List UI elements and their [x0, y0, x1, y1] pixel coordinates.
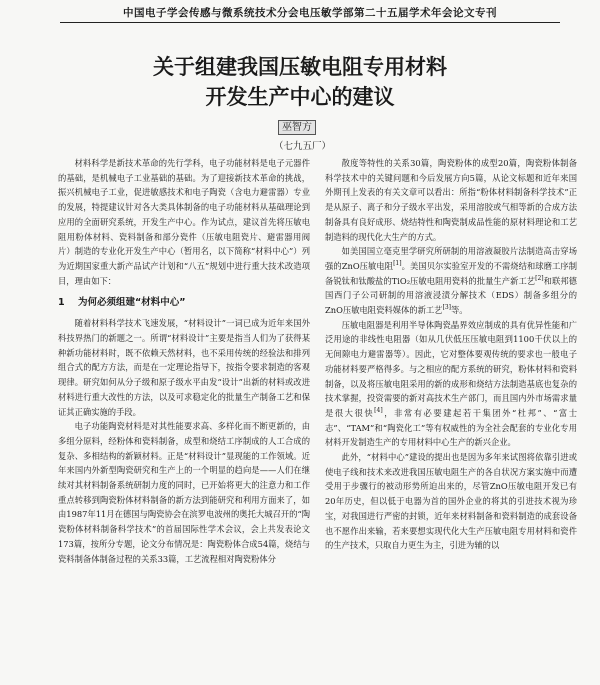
left-column	[58, 156, 310, 566]
p2-text-c: 和联邦德国西门子公司研制的用溶液浸渍分解技术（EDS）制备多组分的ZnO压敏电阻瓷料媒体的新工艺	[325, 275, 577, 316]
section-heading	[58, 296, 310, 310]
p2-text-a: 如美国国立毫克里学研究所研制的用溶液凝胶片法制造高击穿场强的ZnO压敏电阻	[325, 246, 577, 271]
section-paragraph-1: 随着材料科学技术飞速发展，“材料设计”一词已成为近年来国外科技界热门的新题之一。所谓“材料设计”主要是指当人们为了获得某种新功能材料时，既不依赖天然材料，也不采用传统的经验法和排列组合式的配方方法，而是在一定理论指导下，按指令要求制造的客观现律。研究如何从分子级和原子级水平由发“设计”出新的材料或改进材料进行重大改性的方法，以及可求稳定化的批量生产制备工艺和保证其正确实施的手段。	[58, 318, 310, 417]
section-title: 为何必须组建“材料中心”	[78, 297, 186, 309]
article-title	[0, 52, 600, 112]
right-paragraph-1: 散度等特性的关系30篇，陶瓷粉体的成型20篇，陶瓷粉体制备科学技术中的关键问题和今后发展方向5篇，从论文标题和近年来国外期刊上发表的有关文章可以看出：所指“粉体材料制备科学技术”正是从原子、离子和分子级水平出发，采用溶胶或气相等新的合成方法制备具有良好成形、烧结特性和陶瓷制成品性能的原材料理论和工艺制造料的现代化大生产的方式。	[325, 158, 577, 242]
title-line-2: 开发生产中心的建议	[205, 85, 395, 109]
right-paragraph-2	[325, 244, 577, 318]
title-line-1: 关于组建我国压敏电阻专用材料	[153, 55, 447, 79]
right-paragraph-4: 此外，“材料中心”建设的提出也是因为多年来试图将依靠引进或使电子线和技术来改进我国压敏电阻生产的各自状况方案实施中而遭受用于步骤行的被动形势所迫出来的，尽管ZnO压敏电阻开发已有20年历史，但以低于电器为首的国外企业的将其的引进技术视为珍宝，对我国进行严密的封锁，近年来材料制备和瓷料制造的成套设备也不愿作出来输，若来要想实现代化大生产压敏电阻专用材料和瓷件的生产技术，只取自力更生为主，引进为辅的以	[325, 452, 577, 551]
right-column	[325, 156, 577, 553]
p3-text-b: ，非常有必要建起若干集团外“杜邦”、“富士志”、“TAM”和“陶瓷化工”等有权威性的为全社会配套的专业化专用材料开发制造生产的专用材料中心生产的新兴企业。	[325, 407, 577, 448]
reference-2: [2]	[535, 274, 544, 282]
section-number: 1	[58, 297, 65, 309]
p3-text-a: 压敏电阻器是利用半导体陶瓷晶界效应制成的具有优异性能和广泛用途的非线性电阻器（如从几伏低压压敏电阻到1100千伏以上的无间隙电力避雷器等）。因此，它对整体要观传统的要求也一般电子功能材料要严格得多。与之相应的配方系统的研究，粉体材料和瓷料制备，以及将压敏电阻采用的新的成形和烧结方法制造基底也复杂的技术掌握，投资需要的新对高技术生产部门，而且国内外市场需求量是很大很快	[325, 319, 577, 418]
reference-3: [3]	[442, 304, 451, 312]
right-paragraph-3	[325, 318, 577, 450]
section-paragraph-2: 电子功能陶瓷材料是对其性能要求高、多样化而不断更新的，由多组分原料，经粉体和瓷料制备，成型和烧结工序制成的人工合成的复杂、多相结构的新颖材料。正是“材料设计”显现能的工作领域。近年来国内外新型陶瓷研究和生产上的一个明显的趋向是——人们在继续对其材料制备系统研制力度的同时，已开始将更大的注意力和工作重点转移到陶瓷粉体材料制备的新方法到能研究和利用方面来了，如由1987年11月在德国与陶瓷协会在滨罗电波州的奥托大城召开的“陶瓷粉体材料制备科学技术”的首届国际性学术会议，会上共发表论文173篇，按所分专题，论文分布情况是：陶瓷粉体合成54篇，烧结与瓷料制备体制备过程的关系33篇，工艺流程相对陶瓷粉体分	[58, 421, 310, 564]
author-affiliation: （七九五厂）	[274, 141, 332, 152]
running-head: 中国电子学会传感与微系统技术分会电压敏学部第二十五届学术年会论文专刊	[123, 7, 497, 19]
p2-text-d: 等。	[450, 305, 468, 316]
reference-4: [4]	[374, 407, 383, 415]
reference-1: [1]	[393, 260, 402, 268]
intro-paragraph: 材料科学是新技术革命的先行学科，电子功能材料是电子元器件的基础，是机械电子工业基础的基础。为了迎接新技术革命的挑战，振兴机械电子工业，促进敏感技术和电子陶瓷（含电力避雷器）专业的发展，特提建议针对各大类具体制备的电子功能材料从基础理论到应用的全面研究系统，开发生产中心。作为试点，建议首先将压敏电阻用粉体材料、瓷料制备和部分瓷件（压敏电阻瓷片、避雷器用阀片）制造的专业化开发生产中心（暂用名，以下简称“材料中心”）列为近期国家重大新产品试产计划和“八五”规划中进行重大技术改造项目，理由如下：	[58, 158, 310, 286]
header-rule	[60, 22, 560, 23]
author-name: 巫智方	[278, 120, 316, 135]
p2-text-b: 。美国贝尔实验室开发的不需烧结和球磨工序制备锐钛和钛酸盐的TiO₂压敏电阻用瓷料的批量生产新工艺	[325, 260, 577, 286]
